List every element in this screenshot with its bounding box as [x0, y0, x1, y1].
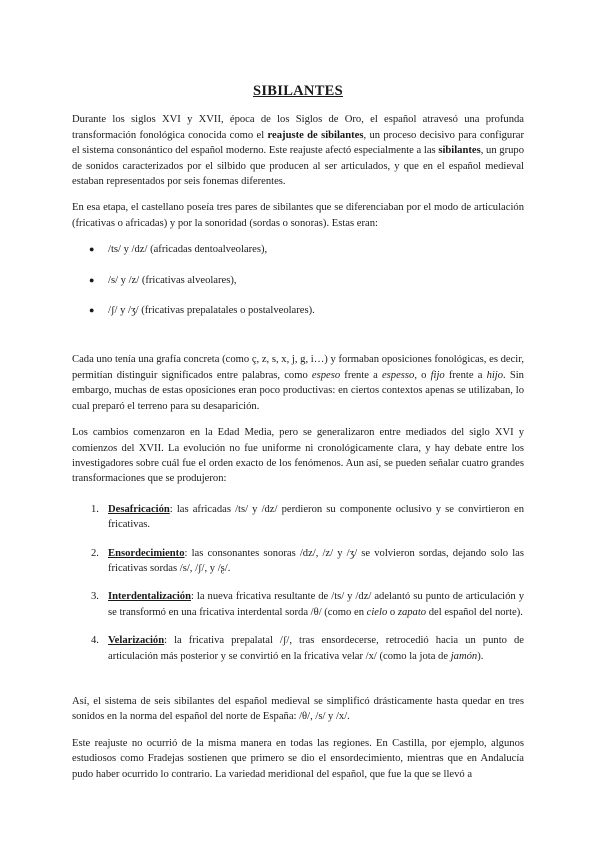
- text-run: : la nueva fricativa resultante de /ts/ y /dz/ adelantó su punto de articulación y se transformó en una fricativa interdental sorda /θ/ (como en: [108, 591, 524, 618]
- numbered-item: [72, 589, 524, 620]
- text-run: : las africadas /ts/ y /dz/ perdieron su componente oclusivo y se convirtieron en fricativas.: [108, 503, 524, 531]
- paragraph-graphies: [72, 352, 524, 414]
- numbered-item: [72, 502, 524, 533]
- text-run: Así, el sistema de seis sibilantes del español medieval se simplificó drásticamente hasta quedar en tres sonidos en la norma del español del norte de España: /θ/, /s/ y /x/.: [72, 695, 524, 723]
- text-run: frente a: [340, 369, 382, 381]
- item-number: 1.: [91, 503, 99, 515]
- bullet-icon: ●: [89, 274, 95, 285]
- text-run: : las consonantes sonoras /dz/, /z/ y /ʒ/ se volvieron sordas, dejando solo las fricativas sordas /s/, /ʃ/, y /ʂ/.: [108, 547, 524, 574]
- text-run: : la fricativa prepalatal /ʃ/, tras ensordecerse, retrocedió hacia un punto de articulación más posterior y se convirtió en la fricativa velar /x/ (como la jota de: [108, 635, 524, 662]
- text-run: Los cambios comenzaron en la Edad Media, pero se generalizaron entre mediados del siglo XVI y comienzos del XVII. La evolución no fue uniforme ni cronológicamente clara, y hay debate entre los investigadores sobre cuál fue el orden exacto de los fenómenos. Aun así, se pueden señalar cuatro grandes transformaciones que se produjeron:: [72, 427, 524, 485]
- text-run: . Sin embargo, muchas de estas oposiciones eran poco productivas: en ciertos contextos apenas se utilizaban, lo cual preparó el terreno para su desaparición.: [72, 369, 524, 412]
- text-run: o: [387, 606, 398, 618]
- text-run: En esa etapa, el castellano poseía tres pares de sibilantes que se diferenciaban por el modo de articulación (fricativas o africadas) y por la sonoridad (sordas o sonoras). Estas eran:: [72, 202, 524, 229]
- italic-example: espeso: [311, 369, 341, 381]
- bullet-icon: ●: [89, 244, 95, 255]
- item-text: [108, 504, 524, 530]
- italic-example: hijo: [486, 369, 504, 381]
- paragraph-intro: [72, 112, 524, 189]
- list-item-text: /s/ y /z/ (fricativas alveolares),: [108, 274, 237, 286]
- numbered-item: [72, 546, 524, 577]
- bold-term: reajuste de sibilantes: [267, 129, 364, 141]
- document-body: [72, 84, 524, 793]
- text-run: del español del norte).: [426, 606, 523, 618]
- transformations-list: [72, 502, 524, 664]
- text-run: frente a: [444, 369, 487, 381]
- list-item-text: /ʃ/ y /ʒ/ (fricativas prepalatales o postalveolares).: [108, 305, 315, 317]
- bold-term: Desafricación: [108, 503, 170, 515]
- item-text: [108, 548, 524, 574]
- text-run: , un grupo de sonidos caracterizados por el silbido que producen al ser articulados, y que en el español medieval estaban representados por seis fonemas diferentes.: [72, 145, 524, 188]
- text-run: Durante los siglos XVI y XVII, época de los Siglos de Oro, el español atravesó una profunda transformación fonológica conocida como el: [72, 114, 524, 141]
- italic-example: zapato: [397, 606, 427, 618]
- list-item: [72, 273, 524, 288]
- bullet-icon: ●: [89, 305, 95, 316]
- italic-example: jamón: [450, 650, 478, 662]
- text-run: ).: [477, 650, 484, 662]
- list-item: [72, 242, 524, 257]
- item-text: [108, 591, 524, 617]
- item-number: 3.: [91, 591, 99, 603]
- paragraph-result: [72, 694, 524, 725]
- bold-term: Ensordecimiento: [108, 547, 185, 559]
- text-run: Este reajuste no ocurrió de la misma manera en todas las regiones. En Castilla, por ejemplo, algunos estudiosos como Fradejas sostienen que primero se dio el ensordecimiento, mientras que en Andalucía pudo haber ocurrido lo contrario. La variedad meridional del español, que fue la que se llevó a: [72, 737, 524, 780]
- bold-term: Velarización: [108, 635, 165, 647]
- item-number: 2.: [91, 547, 99, 559]
- paragraph-regions: [72, 736, 524, 782]
- sibilant-pairs-list: [72, 242, 524, 318]
- paragraph-pairs: [72, 200, 524, 231]
- paragraph-changes: [72, 425, 524, 487]
- italic-example: espesso: [381, 369, 415, 381]
- page-title: SIBILANTES: [252, 83, 344, 99]
- bold-term: Interdentalización: [108, 591, 191, 603]
- bold-term: sibilantes: [438, 145, 481, 157]
- text-run: , o: [414, 369, 431, 381]
- italic-example: cielo: [366, 606, 388, 618]
- item-number: 4.: [91, 635, 99, 647]
- italic-example: fijo: [430, 369, 445, 381]
- numbered-item: [72, 633, 524, 664]
- item-text: [108, 635, 524, 661]
- text-run: , un proceso decisivo para configurar el sistema consonántico del español moderno. Este reajuste afectó especialmente a las: [72, 129, 524, 157]
- text-run: Cada uno tenía una grafía concreta (como ç, z, s, x, j, g, i…) y formaban oposiciones fonológicas, es decir, permitían distinguir significados entre palabras, como: [72, 354, 524, 381]
- list-item-text: /ts/ y /dz/ (africadas dentoalveolares),: [108, 244, 268, 256]
- list-item: [72, 303, 524, 318]
